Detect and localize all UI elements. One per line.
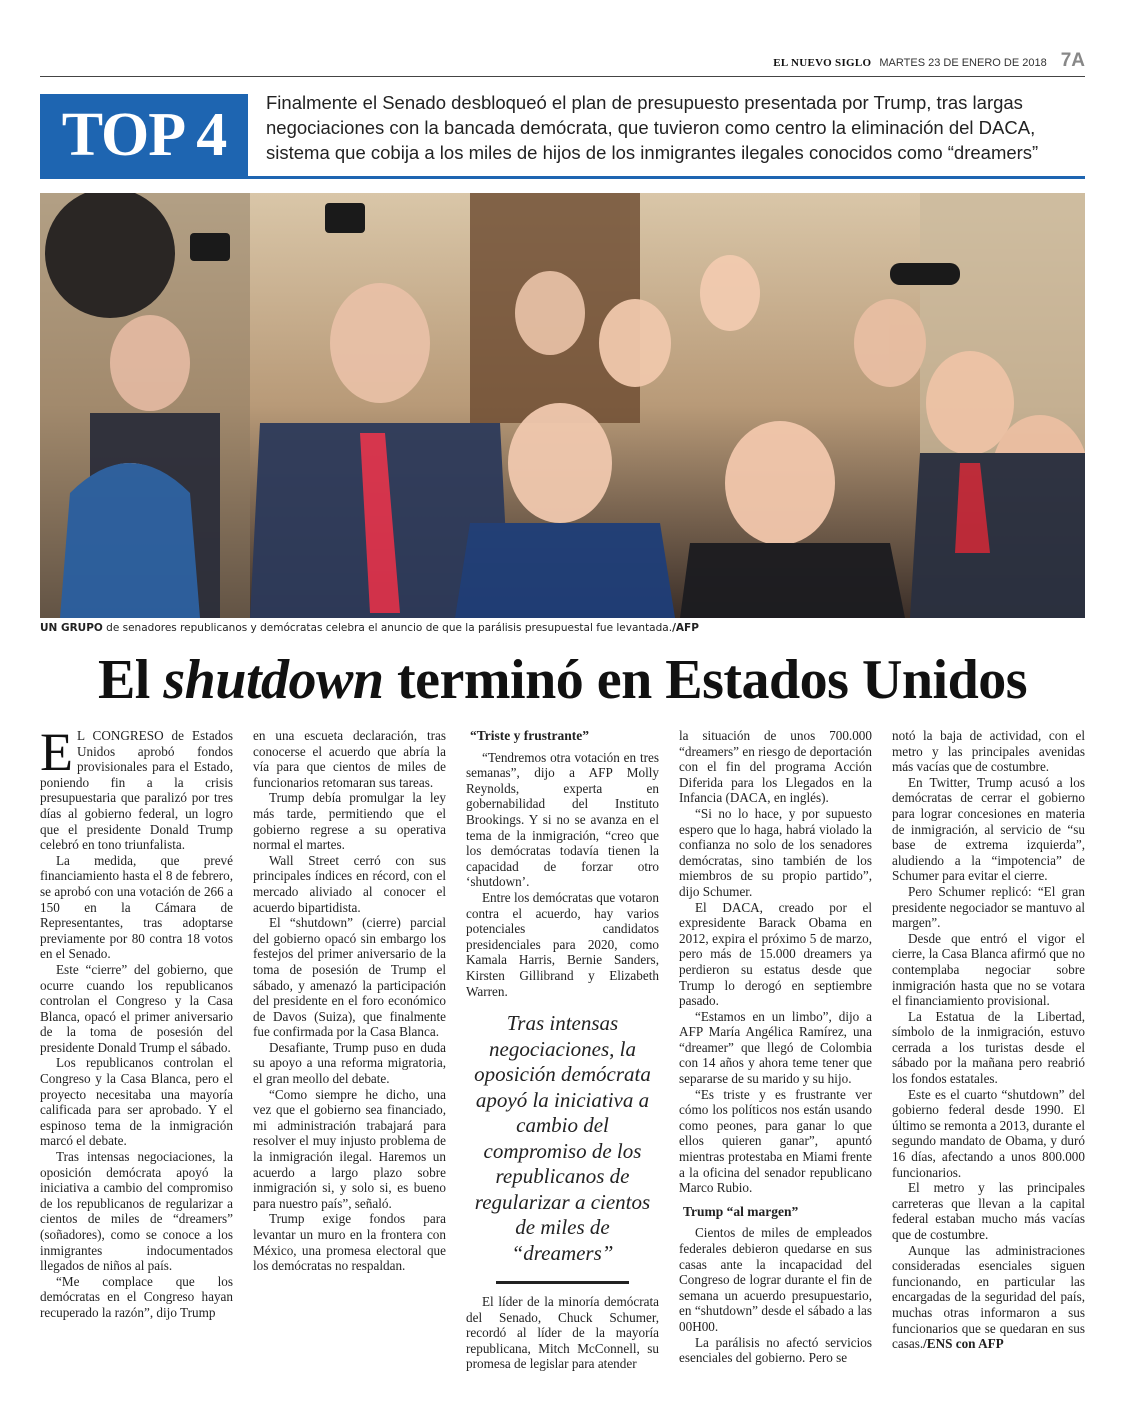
paragraph: “Tendremos otra votación en tres semanas”, dijo a AFP Molly Reynolds, experta en gobernabilidad del Instituto Brookings. Y si no se avanza en el tema de la inmigración, “creo que los demócratas todavía tienen la capacidad de forzar otro ‘shutdown’.	[466, 749, 659, 890]
paragraph: en una escueta declaración, tras conocerse el acuerdo que abría la vía para que cientos de miles de funcionarios retomaran sus tareas.	[253, 728, 446, 790]
paragraph: “Me complace que los demócratas en el Congreso hayan recuperado la razón”, dijo Trump	[40, 1273, 233, 1320]
section-banner	[40, 94, 1085, 179]
paragraph-text: Aunque las administraciones consideradas esenciales siguen funcionando, en particular las encargadas de la seguridad del país, muchas otras informaron a sus funcionarios que se quedaran en sus casas.	[892, 1242, 1085, 1352]
issue-date: MARTES 23 DE ENERO DE 2018	[879, 57, 1047, 69]
paragraph: Desafiante, Trump puso en duda su apoyo a una reforma migratoria, el gran meollo del debate.	[253, 1039, 446, 1087]
article-column-3	[466, 728, 659, 1372]
paragraph: Los republicanos controlan el Congreso y la Casa Blanca, pero el proyecto necesitaba una mayoría calificada para ser aprobado. Y el espinoso tema de la inmigración marcó el debate.	[40, 1055, 233, 1149]
paragraph: Entre los demócratas que votaron contra el acuerdo, hay varios potenciales candidatos presidenciales para 2020, como Kamala Harris, Bernie Sanders, Kirsten Gillibrand y Elizabeth Warren.	[466, 889, 659, 999]
header-info	[773, 50, 1085, 72]
paragraph	[40, 722, 233, 853]
paragraph: El líder de la minoría demócrata del Senado, Chuck Schumer, recordó al líder de la mayoría republicana, Mitch McConnell, su promesa de legislar para atender	[466, 1294, 659, 1372]
paragraph-text: L CONGRESO de Estados Unidos aprobó fondos provisionales para el Estado, poniendo fin a la crisis presupuestaria que paralizó por tres días al gobierno federal, un logro que el presidente Donald Trump celebró en tono triunfalista.	[40, 728, 233, 853]
paragraph: La medida, que prevé financiamiento hasta el 8 de febrero, se aprobó con una votación de 266 a 150 en la Cámara de Representantes, tras adoptarse previamente por 80 contra 18 votos en el Senado.	[40, 852, 233, 962]
article-column-2	[253, 728, 446, 1274]
paragraph: “Estamos en un limbo”, dijo a AFP María Angélica Ramírez, una “dreamer” que llegó de Colombia con 14 años y ahora teme tener que separarse de su marido y su hijo.	[679, 1008, 872, 1087]
article-credit: /ENS con AFP	[923, 1336, 1004, 1352]
caption-credit: /AFP	[672, 622, 699, 634]
paragraph: “Si no lo hace, y por supuesto espero que lo haga, habrá violado la confianza no solo de los senadores demócratas, sino también de los miembros de su propio partido”, dijo Schumer.	[679, 805, 872, 899]
paragraph: El DACA, creado por el expresidente Barack Obama en 2012, expira el próximo 5 de marzo, pero más de 15.000 dreamers ya perdieron su estatus desde que Trump lo derogó en septiembre pasado.	[679, 899, 872, 1009]
paragraph: Trump exige fondos para levantar un muro en la frontera con México, una promesa electoral que los demócratas no respaldan.	[253, 1211, 446, 1274]
paragraph: la situación de unos 700.000 “dreamers” en riesgo de deportación con el fin del programa Acción Diferida para los Llegados en la Infancia (DACA, en inglés).	[679, 728, 872, 806]
news-photo	[40, 193, 1085, 618]
photo-caption	[40, 622, 699, 634]
section-badge	[40, 94, 248, 176]
section-badge-label: TOP 4	[61, 100, 227, 169]
drop-cap: E	[40, 722, 73, 782]
article-column-4	[679, 728, 872, 1366]
paragraph	[892, 1243, 1085, 1352]
page-header	[40, 50, 1085, 77]
paragraph: El metro y las principales carreteras que llevan a la capital federal estaban mucho más vacías que de costumbre.	[892, 1180, 1085, 1242]
paragraph: “Es triste y es frustrante ver cómo los políticos nos están usando como peones, para ganar lo que ellos quieren ganar”, apuntó mientras protestaba en Miami frente a la oficina del senador republicano Marco Rubio.	[679, 1086, 872, 1196]
article-column-5	[892, 728, 1085, 1352]
article-headline	[40, 640, 1085, 720]
paragraph: La parálisis no afectó servicios esenciales del gobierno. Pero se	[679, 1334, 872, 1366]
caption-text: de senadores republicanos y demócratas celebra el anuncio de que la parálisis presupuestal fue levantada.	[102, 622, 673, 634]
paragraph: Cientos de miles de empleados federales debieron quedarse en sus casas ante la incapacidad del Congreso de lograr durante el fin de semana un acuerdo presupuestario, en “shutdown” desde el sábado a las 00H00.	[679, 1225, 872, 1334]
headline-part-2: terminó en Estados Unidos	[383, 649, 1028, 711]
pull-quote: Tras intensas negociaciones, la oposición demócrata apoyó la iniciativa a cambio del compromiso de los republicanos de regularizar a cientos de miles de “dreamers”	[466, 1011, 659, 1284]
paragraph: Trump debía promulgar la ley más tarde, permitiendo que el gobierno regrese a su operativa normal el martes.	[253, 790, 446, 853]
newspaper-name: EL NUEVO SIGLO	[773, 57, 872, 69]
paragraph: “Como siempre he dicho, una vez que el gobierno sea financiado, mi administración trabajará para resolver el muy injusto problema de la inmigración ilegal. Haremos un acuerdo a largo plazo sobre inmigración si, y solo si, es bueno para nuestro país”, señaló.	[253, 1086, 446, 1211]
subheading: Trump “al margen”	[683, 1203, 799, 1219]
photo-illustration	[40, 193, 1085, 618]
paragraph: En Twitter, Trump acusó a los demócratas de cerrar el gobierno para lograr concesiones en materia de inmigración, al servicio de “su base de extrema izquierda”, aludiendo a la “impotencia” de Schumer para evitar el cierre.	[892, 774, 1085, 884]
paragraph: Wall Street cerró con sus principales índices en récord, con el mercado aliviado al conocer el acuerdo bipartidista.	[253, 852, 446, 915]
paragraph: Este es el cuarto “shutdown” del gobierno federal desde 1990. El último se remonta a 2013, durante el segundo mandato de Obama, y duró 16 días, afectando a unos 800.000 funcionarios.	[892, 1086, 1085, 1180]
paragraph: El “shutdown” (cierre) parcial del gobierno opacó sin embargo los festejos del primer aniversario de la toma de posesión de Trump el sábado, y amenazó la participación del presidente en el foro económico de Davos (Suiza), que finalmente fue confirmada por la Casa Blanca.	[253, 915, 446, 1040]
caption-lead: UN GRUPO	[40, 622, 103, 634]
paragraph: Pero Schumer replicó: “El gran presidente negociador se mantuvo al margen”.	[892, 883, 1085, 931]
paragraph: Tras intensas negociaciones, la oposición demócrata apoyó la iniciativa a cambio del compromiso de los republicanos de regularizar a cientos de miles de “dreamers” (soñadores), como se conoce a los inmigrantes indocumentados llegados de niños al país.	[40, 1149, 233, 1274]
paragraph: notó la baja de actividad, con el metro y las principales avenidas más vacías que de costumbre.	[892, 728, 1085, 775]
article-column-1	[40, 722, 233, 1321]
paragraph: Este “cierre” del gobierno, que ocurre cuando los republicanos controlan el Congreso y la Casa Blanca, opacó el primer aniversario de la toma de posesión del presidente Donald Trump el sábado.	[40, 961, 233, 1055]
headline-italic: shutdown	[163, 649, 384, 711]
paragraph: Desde que entró el vigor el cierre, la Casa Blanca afirmó que no contemplaba negociar sobre inmigración hasta que no se votara el financiamiento provisional.	[892, 930, 1085, 1009]
paragraph: La Estatua de la Libertad, símbolo de la inmigración, estuvo cerrada a los turistas desde el sábado por la mañana pero reabrió los fondos estatales.	[892, 1008, 1085, 1087]
page-number: 7A	[1060, 50, 1085, 71]
headline-part-1: El	[97, 649, 164, 711]
section-lede: Finalmente el Senado desbloqueó el plan de presupuesto presentada por Trump, tras largas negociaciones con la bancada demócrata, que tuvieron como centro la eliminación del DACA, sistema que cobija a los miles de hijos de los inmigrantes ilegales conocidos como “dreamers”	[266, 92, 1039, 163]
subheading: “Triste y frustrante”	[470, 728, 589, 743]
